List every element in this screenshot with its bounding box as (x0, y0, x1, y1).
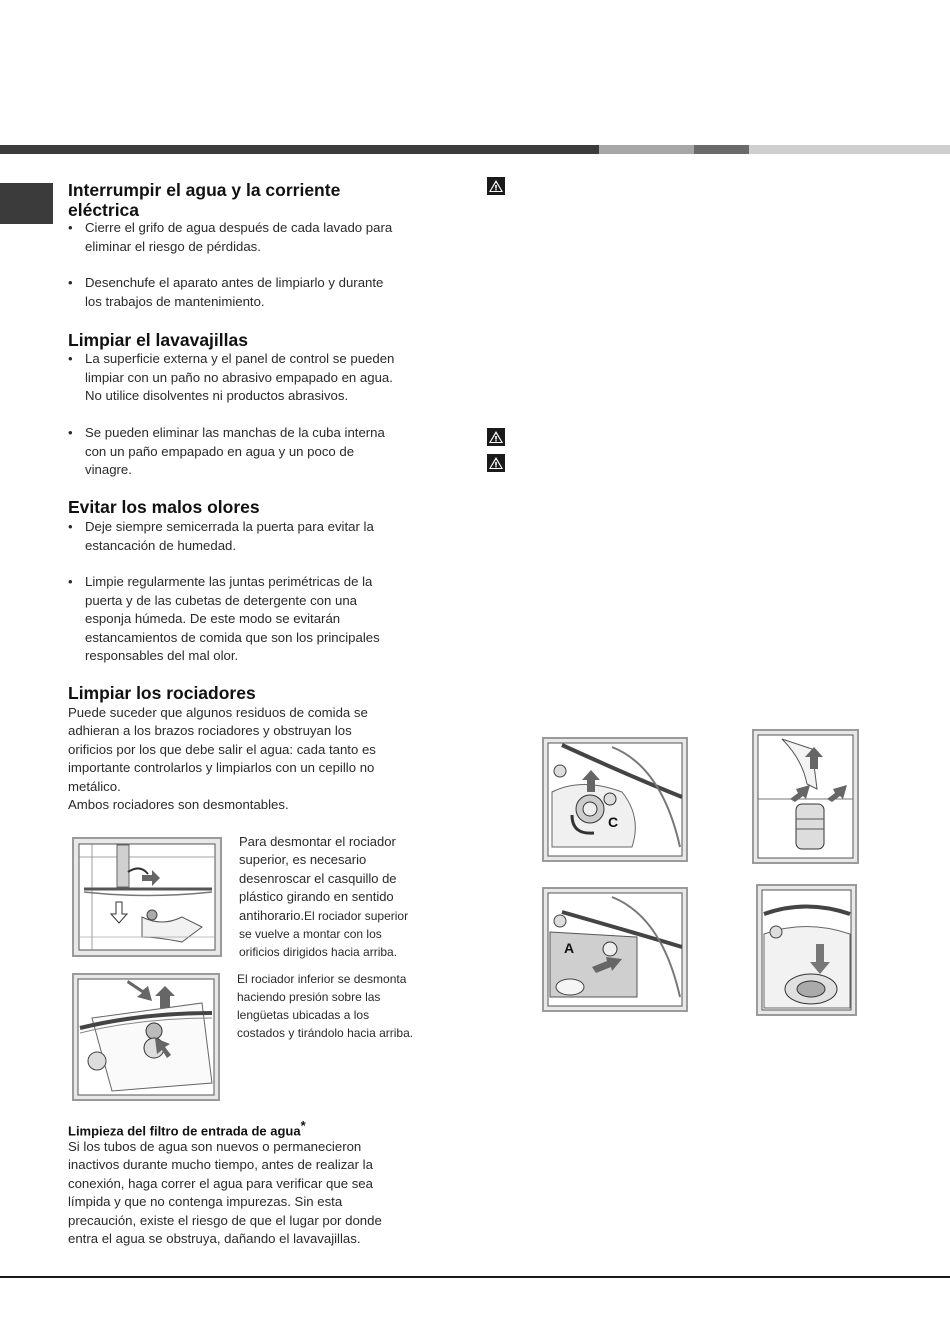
heading-interrumpir: Interrumpir el agua y la corriente eléctrica (68, 180, 341, 220)
bullet-superficie: • La superficie externa y el panel de control se pueden limpiar con un paño no abrasivo empapado en agua. No utilice disolventes ni productos abrasivos. (68, 351, 395, 403)
caption-upper-sprayer: Para desmontar el rociador superior, es necesario desenroscar el casquillo de plástico girando en sentido antihorario.El rociador superior se vuelve a montar con los orificios dirigidos hacia arriba. (239, 834, 409, 960)
language-tab (0, 183, 53, 224)
paragraph-rociadores: Puede suceder que algunos residuos de comida se adhieran a los brazos rociadores y obstruyan los orificios por los que debe salir el agua: cada tanto es importante controlarlos y limpiarlos con un cepillo no metálico. Ambos rociadores son desmontables. (68, 705, 376, 813)
heading-limpiar: Limpiar el lavavajillas (68, 330, 248, 350)
bullet-manchas: • Se pueden eliminar las manchas de la cuba interna con un paño empapado en agua y un poco de vinagre. (68, 425, 385, 477)
heading-filtro: Limpieza del filtro de entrada de agua* (68, 1118, 306, 1139)
warning-triangle-icon (487, 428, 505, 446)
warning-triangle-icon (487, 454, 505, 472)
warning-triangle-icon (487, 177, 505, 195)
bullet-puerta: • Deje siempre semicerrada la puerta para evitar la estancación de humedad. (68, 519, 374, 553)
heading-rociadores: Limpiar los rociadores (68, 683, 256, 703)
filter-unscrew-illustration (542, 737, 688, 862)
caption-lower-sprayer: El rociador inferior se desmonta haciendo presión sobre las lengüetas ubicadas a los costados y tirándolo hacia arriba. (237, 972, 414, 1040)
paragraph-filtro: Si los tubos de agua son nuevos o permanecieron inactivos durante mucho tiempo, antes de realizar la conexión, haga correr el agua para verificar que sea límpida y que no contenga impurezas. Sin esta precaución, existe el riesgo de que el lugar por donde entra el agua se obstruya, dañando el lavavajillas. (68, 1139, 382, 1247)
footer-rule (0, 1276, 950, 1278)
bullet-desenchufe: • Desenchufe el aparato antes de limpiarlo y durante los trabajos de mantenimiento. (68, 275, 384, 309)
header-bar-segment (0, 145, 599, 154)
header-bar-segment (599, 145, 694, 154)
heading-olores: Evitar los malos olores (68, 497, 260, 517)
upper-sprayer-illustration (72, 837, 222, 957)
filter-reinstall-illustration (756, 884, 857, 1016)
header-bar-segment (694, 145, 749, 154)
header-bar (0, 145, 950, 154)
header-bar-segment (749, 145, 950, 154)
filter-lift-illustration (542, 887, 688, 1012)
bullet-grifo: • Cierre el grifo de agua después de cada lavado para eliminar el riesgo de pérdidas. (68, 220, 393, 254)
label-c: C (608, 814, 619, 830)
filter-removal-illustration (752, 729, 859, 864)
lower-sprayer-illustration (72, 973, 220, 1101)
label-a: A (564, 940, 575, 956)
bullet-juntas: • Limpie regularmente las juntas perimétricas de la puerta y de las cubetas de detergente con una esponja húmeda. De este modo se evitarán estancamientos de comida que son los principales responsables del mal olor. (68, 574, 380, 663)
